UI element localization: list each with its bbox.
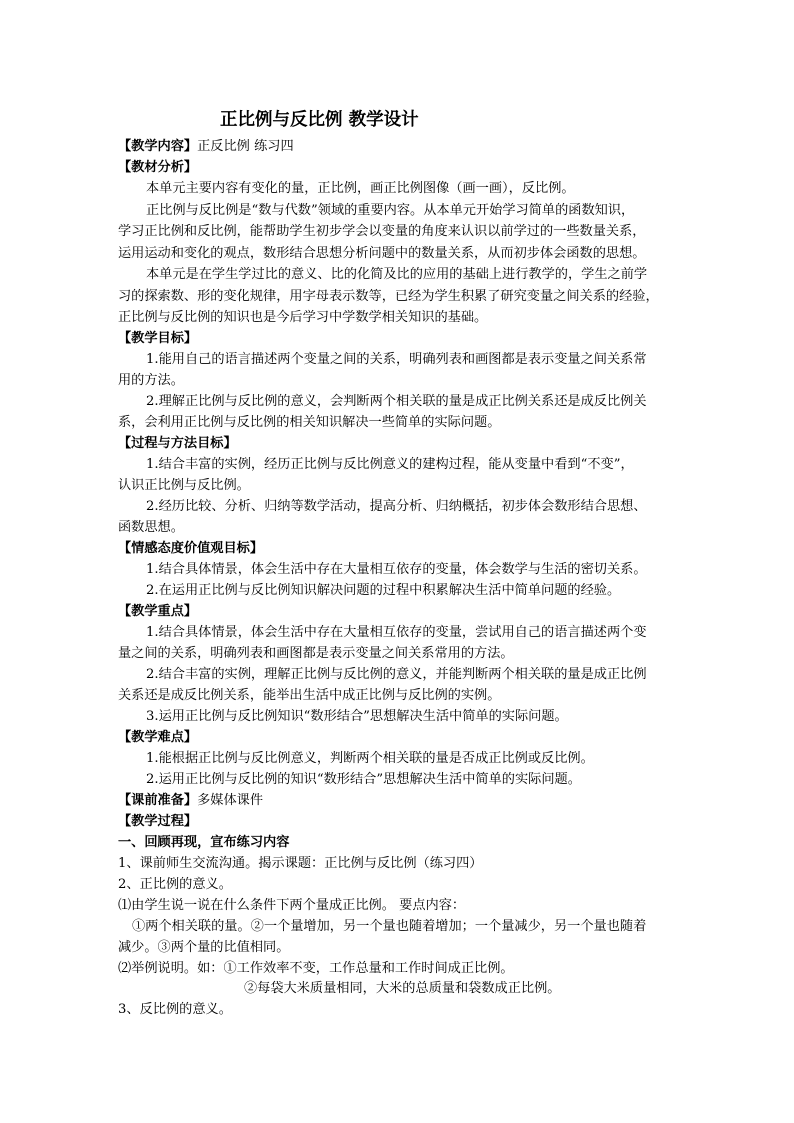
preparation-value: 多媒体课件 <box>197 793 264 808</box>
key-point-item: 2.结合丰富的实例，理解正比例与反比例的意义，并能判断两个相关联的量是成正比例 <box>146 667 647 682</box>
analysis-paragraph: 正比例与反比例是“数与代数”领域的重要内容。从本单元开始学习简单的函数知识， <box>146 203 635 218</box>
document-title: 正比例与反比例 教学设计 <box>220 110 419 130</box>
goal-item: 2.经历比较、分析、归纳等数学活动，提高分析、归纳概括，初步体会数形结合思想、 <box>146 499 647 514</box>
goal-item: 函数思想。 <box>118 520 184 535</box>
goal-item: 2.理解正比例与反比例的意义，会判断两个相关联的量是成正比例关系还是成反比例关 <box>146 394 647 409</box>
key-point-item: 1.结合具体情景，体会生活中存在大量相互依存的变量，尝试用自己的语言描述两个变 <box>146 625 647 640</box>
goal-item: 2.在运用正比例与反比例知识解决问题的过程中积累解决生活中简单问题的经验。 <box>146 583 621 598</box>
key-point-item: 3.运用正比例与反比例知识“数形结合”思想解决生活中简单的实际问题。 <box>146 709 568 724</box>
key-point-item: 量之间的关系，明确列表和画图都是表示变量之间关系常用的方法。 <box>118 646 514 661</box>
process-section-title: 一、回顾再现，宣布练习内容 <box>118 835 290 850</box>
analysis-paragraph: 学习正比例和反比例，能帮助学生初步学会以变量的角度来认识以前学过的一些数量关系， <box>118 224 646 239</box>
goal-item: 认识正比例与反比例。 <box>118 478 250 493</box>
teaching-goals-heading: 【教学目标】 <box>118 331 198 346</box>
preparation-line <box>118 791 263 811</box>
analysis-paragraph: 正比例与反比例的知识也是今后学习中学数学相关知识的基础。 <box>118 310 488 325</box>
analysis-paragraph: 本单元主要内容有变化的量，正比例，画正比例图像（画一画），反比例。 <box>146 181 575 196</box>
teaching-content-label: 【教学内容】 <box>118 139 198 154</box>
process-step: 3、反比例的意义。 <box>118 1002 232 1017</box>
analysis-paragraph: 习的探索数、形的变化规律，用字母表示数等，已经为学生积累了研究变量之间关系的经验， <box>118 289 659 304</box>
key-points-heading: 【教学重点】 <box>118 604 198 619</box>
analysis-paragraph: 运用运动和变化的观点，数形结合思想分析问题中的数量关系，从而初步体会函数的思想。 <box>118 246 646 261</box>
goal-item: 1.结合具体情景，体会生活中存在大量相互依存的变量，体会数学与生活的密切关系。 <box>146 562 647 577</box>
process-step: 减少。③两个量的比值相同。 <box>118 940 290 955</box>
goal-item: 1.结合丰富的实例，经历正比例与反比例意义的建构过程，能从变量中看到“不变”， <box>146 457 634 472</box>
goal-item: 1.能用自己的语言描述两个变量之间的关系，明确列表和画图都是表示变量之间关系常 <box>146 352 647 367</box>
textbook-analysis-heading: 【教材分析】 <box>118 160 198 175</box>
process-step: ①两个相关联的量。②一个量增加，另一个量也随着增加；一个量减少，另一个量也随着 <box>132 919 647 934</box>
teaching-content-value: 正反比例 练习四 <box>197 139 294 154</box>
process-heading: 【教学过程】 <box>118 814 198 829</box>
preparation-label: 【课前准备】 <box>118 793 198 808</box>
analysis-paragraph: 本单元是在学生学过比的意义、比的化简及比的应用的基础上进行教学的，学生之前学 <box>146 267 648 282</box>
process-step: 1、课前师生交流沟通。揭示课题：正比例与反比例（练习四） <box>118 856 483 871</box>
key-point-item: 关系还是成反比例关系，能举出生活中成正比例与反比例的实例。 <box>118 688 501 703</box>
goal-item: 系，会利用正比例与反比例的相关知识解决一些简单的实际问题。 <box>118 415 501 430</box>
process-step: ⑵举例说明。如：①工作效率不变，工作总量和工作时间成正比例。 <box>118 961 514 976</box>
difficulties-heading: 【教学难点】 <box>118 730 198 745</box>
process-step: ②每袋大米质量相同，大米的总质量和袋数成正比例。 <box>244 981 561 996</box>
process-step: ⑴由学生说一说在什么条件下两个量成正比例。 要点内容： <box>118 898 466 913</box>
attitude-goals-heading: 【情感态度价值观目标】 <box>118 541 264 556</box>
difficulty-item: 2.运用正比例与反比例的知识“数形结合”思想解决生活中简单的实际问题。 <box>146 772 581 787</box>
process-goals-heading: 【过程与方法目标】 <box>118 436 237 451</box>
difficulty-item: 1.能根据正比例与反比例意义，判断两个相关联的量是否成正比例或反比例。 <box>146 751 594 766</box>
goal-item: 用的方法。 <box>118 373 184 388</box>
process-step: 2、正比例的意义。 <box>118 877 232 892</box>
teaching-content-line <box>118 137 294 157</box>
